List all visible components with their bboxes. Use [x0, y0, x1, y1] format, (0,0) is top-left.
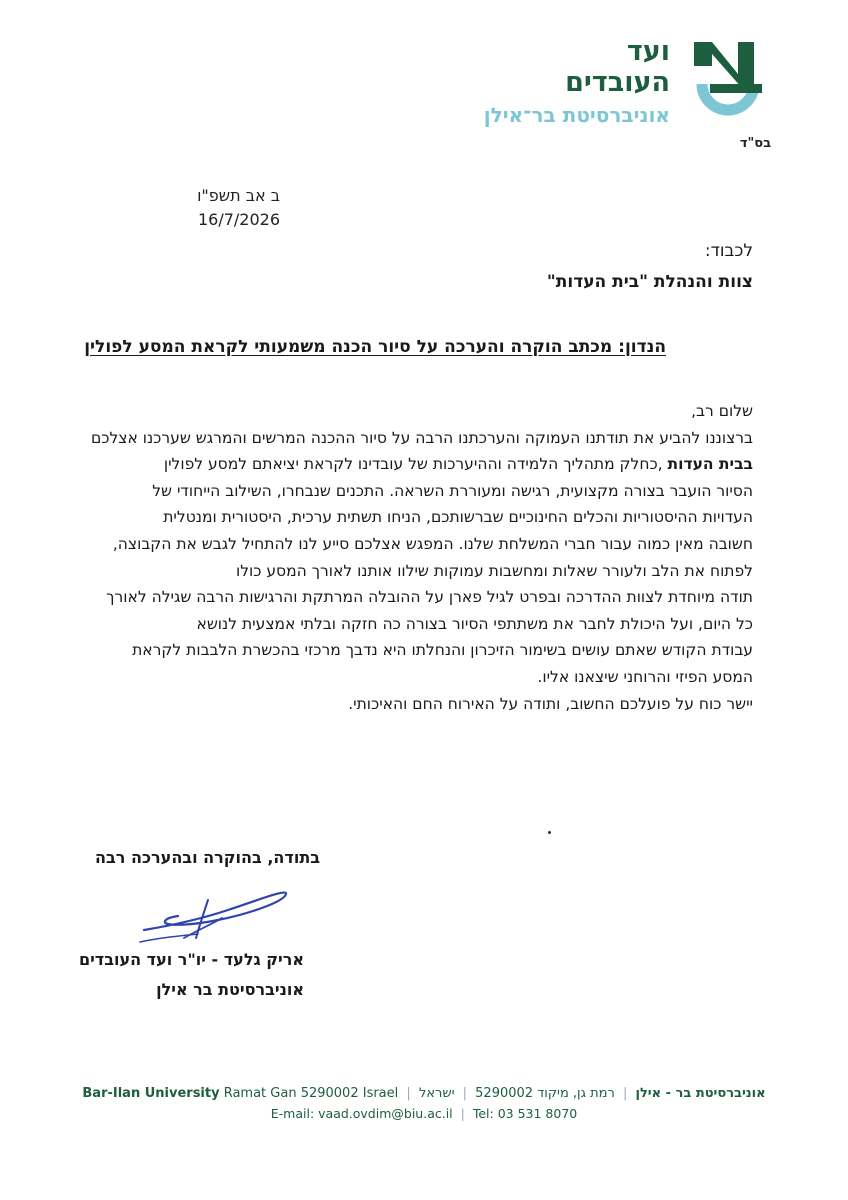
logo-line-vaad: ועד [626, 36, 670, 67]
logo-line-employees: העובדים [565, 67, 670, 98]
body-line: חשובה מאין כמוה עבור חברי המשלחת שלנו. המפגש אצלכם סייע לנו להתחיל לגבש את הקבוצה, [112, 534, 753, 553]
body-greeting: שלום רב, [691, 402, 753, 420]
logo-line-university: אוניברסיטת בר־אילן [483, 103, 670, 127]
signer-org: אוניברסיטת בר אילן [156, 980, 304, 999]
addressee-label: לכבוד: [704, 241, 753, 261]
hebrew-date: ב אב תשפ"ו [197, 186, 280, 205]
footer-en-address: Ramat Gan 5290002 Israel [223, 1086, 399, 1101]
letter-subject: הנדון: מכתב הוקרה והערכה על סיור הכנה משמעותי לקראת המסע לפולין [84, 337, 666, 357]
body-emphasis: בבית העדות [667, 455, 753, 474]
footer-tel: Tel: 03 531 8070 [472, 1106, 578, 1121]
addressee-name: צוות והנהלת "בית העדות" [546, 272, 753, 292]
body-line: תודה מיוחדת לצוות ההדרכה ובפרט לגיל פארן על ההובלה המרתקת והרגישות הרבה שגילה לאורך [106, 588, 753, 607]
footer-contact-line [0, 1106, 848, 1121]
footer-separator: | [460, 1106, 465, 1121]
body-line: ברצוננו להביע את תודתנו העמוקה והערכתנו הרבה על סיור ההכנה המרשים והמרגש שערכנו אצלכם [90, 428, 753, 447]
body-line: העדויות ההיסטוריות והכלים החינוכיים שברשותכם, הניחו תשתית ערכית, היסטורית ומנטלית [163, 508, 753, 527]
body-line: לפתוח את הלב ולעורר שאלות ומחשבות עמוקות שילוו אותנו לאורך המסע כולו [235, 561, 753, 580]
bsd-mark: בס"ד [739, 136, 771, 151]
logo-wordmark [370, 36, 670, 130]
closing-line: בתודה, בהוקרה ובהערכה רבה [95, 848, 320, 867]
footer-he-name: אוניברסיטת בר - אילן [635, 1086, 766, 1101]
signer-block [60, 945, 304, 1005]
footer-address-line [0, 1086, 848, 1101]
handwritten-signature-icon [138, 880, 298, 950]
body-line [93, 451, 753, 478]
footer-separator: | [406, 1086, 411, 1101]
footer-he-country: ישראל [418, 1086, 455, 1101]
body-line: כל היום, ועל היכולת לחבר את משתתפי הסיור בצורה כה חזקה ובלתי אמצעית לנושא [196, 614, 753, 633]
vaad-logo-icon [688, 36, 768, 120]
body-line: יישר כוח על פועלכם החשוב, ותודה על האירוח החם והאיכותי. [348, 694, 753, 713]
stray-mark [548, 831, 551, 834]
letter-body [90, 398, 753, 717]
footer-email[interactable]: E-mail: vaad.ovdim@biu.ac.il [270, 1106, 453, 1121]
footer-separator: | [622, 1086, 628, 1101]
body-line: הסיור הועבר בצורה מקצועית, רגישה ומעוררת השראה. התכנים שנבחרו, השילוב הייחודי של [152, 481, 753, 500]
gregorian-date: 16/7/2026 [197, 210, 280, 229]
footer-he-city: רמת גן, מיקוד 5290002 [475, 1086, 615, 1101]
date-block [80, 184, 280, 232]
footer-en-name: Bar-Ilan University [82, 1086, 220, 1101]
signer-name-title: אריק גלעד - יו"ר ועד העובדים [78, 950, 304, 969]
body-line-rest: ,כחלק מתהליך הלמידה וההיערכות של עובדינו לקראת יציאתם למסע לפולין [163, 455, 668, 474]
body-line: המסע הפיזי והרוחני שיצאנו אליו. [537, 667, 753, 686]
footer-separator: | [462, 1086, 468, 1101]
body-line: עבודת הקודש שאתם עושים בשימור הזיכרון והנחלתו היא נדבך מרכזי בהכשרת הלבבות לקראת [132, 641, 753, 660]
